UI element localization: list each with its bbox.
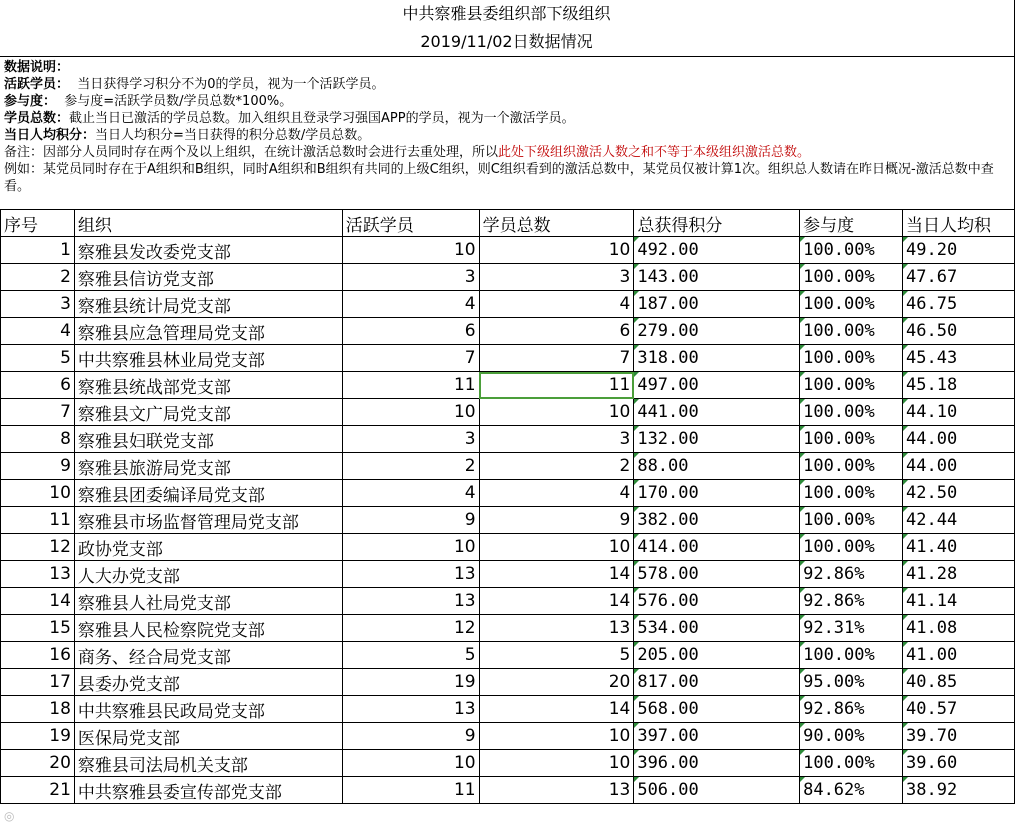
participation-cell[interactable]: 100.00% — [800, 264, 903, 291]
row-index-cell[interactable]: 12 — [1, 534, 75, 561]
participation-cell[interactable]: 100.00% — [800, 318, 903, 345]
points-cell[interactable]: 187.00 — [634, 291, 800, 318]
points-cell[interactable]: 497.00 — [634, 372, 800, 399]
points-cell[interactable]: 578.00 — [634, 561, 800, 588]
total-count-cell[interactable]: 10 — [479, 399, 634, 426]
note-example: 例如：某党员同时存在于A组织和B组织，同时A组织和B组织有共同的上级C组织，则C组织看到的激活总数中，某党员仅被计算1次。组织总人数请在昨日概况-激活总数中查看。 — [4, 162, 994, 194]
active-count-cell[interactable]: 3 — [342, 426, 479, 453]
table-row — [1, 426, 1015, 453]
active-count-cell[interactable]: 9 — [342, 723, 479, 750]
avg-points-cell[interactable]: 46.50 — [903, 318, 1015, 345]
org-name-cell[interactable]: 察雅县统战部党支部 — [74, 372, 342, 399]
org-name-cell[interactable]: 察雅县人民检察院党支部 — [74, 615, 342, 642]
active-count-cell[interactable]: 12 — [342, 615, 479, 642]
points-cell[interactable]: 143.00 — [634, 264, 800, 291]
avg-points-cell[interactable]: 41.14 — [903, 588, 1015, 615]
header-cell[interactable]: 当日人均积 — [903, 210, 1015, 237]
participation-cell[interactable]: 92.86% — [800, 588, 903, 615]
points-cell[interactable]: 817.00 — [634, 669, 800, 696]
points-cell[interactable]: 279.00 — [634, 318, 800, 345]
row-index-cell[interactable]: 7 — [1, 399, 75, 426]
points-cell[interactable]: 318.00 — [634, 345, 800, 372]
header-cell[interactable]: 组织 — [74, 210, 342, 237]
table-row — [1, 750, 1015, 777]
table-row — [1, 291, 1015, 318]
title-block — [0, 0, 1015, 56]
row-index-cell[interactable]: 9 — [1, 453, 75, 480]
org-name-cell[interactable]: 察雅县市场监督管理局党支部 — [74, 507, 342, 534]
avg-points-cell[interactable]: 41.00 — [903, 642, 1015, 669]
table-row — [1, 453, 1015, 480]
total-count-cell[interactable]: 10 — [479, 534, 634, 561]
active-count-cell[interactable]: 2 — [342, 453, 479, 480]
total-count-cell[interactable]: 7 — [479, 345, 634, 372]
sheet-title: 中共察雅县委组织部下级组织 — [402, 4, 611, 23]
note-remark-text: 备注：因部分人员同时存在两个及以上组织，在统计激活总数时会进行去重处理，所以 — [4, 145, 499, 160]
total-count-cell[interactable]: 10 — [479, 750, 634, 777]
table-row — [1, 777, 1015, 804]
row-index-cell[interactable]: 16 — [1, 642, 75, 669]
table-row — [1, 588, 1015, 615]
avg-points-cell[interactable]: 44.00 — [903, 453, 1015, 480]
points-cell[interactable]: 396.00 — [634, 750, 800, 777]
table-row — [1, 507, 1015, 534]
active-count-cell[interactable]: 11 — [342, 372, 479, 399]
participation-cell[interactable]: 92.86% — [800, 696, 903, 723]
points-cell[interactable]: 397.00 — [634, 723, 800, 750]
active-count-cell[interactable]: 13 — [342, 561, 479, 588]
avg-points-cell[interactable]: 41.28 — [903, 561, 1015, 588]
header-cell[interactable]: 参与度 — [800, 210, 903, 237]
row-index-cell[interactable]: 3 — [1, 291, 75, 318]
note-avg-label: 当日人均积分： — [4, 128, 96, 143]
row-index-cell[interactable]: 5 — [1, 345, 75, 372]
total-count-cell[interactable]: 10 — [479, 723, 634, 750]
org-name-cell[interactable]: 察雅县发改委党支部 — [74, 237, 342, 264]
table-row — [1, 534, 1015, 561]
avg-points-cell[interactable]: 42.50 — [903, 480, 1015, 507]
org-name-cell[interactable]: 商务、经合局党支部 — [74, 642, 342, 669]
participation-cell[interactable]: 90.00% — [800, 723, 903, 750]
active-count-cell[interactable]: 9 — [342, 507, 479, 534]
total-count-cell[interactable]: 2 — [479, 453, 634, 480]
participation-cell[interactable]: 95.00% — [800, 669, 903, 696]
note-total-text: 截止当日已激活的学员总数。加入组织且登录学习强国APP的学员，视为一个激活学员。 — [69, 111, 575, 126]
row-index-cell[interactable]: 15 — [1, 615, 75, 642]
row-index-cell[interactable]: 4 — [1, 318, 75, 345]
table-row — [1, 669, 1015, 696]
participation-cell[interactable]: 100.00% — [800, 480, 903, 507]
active-count-cell[interactable]: 13 — [342, 696, 479, 723]
avg-points-cell[interactable]: 46.75 — [903, 291, 1015, 318]
active-count-cell[interactable]: 4 — [342, 480, 479, 507]
points-cell[interactable]: 170.00 — [634, 480, 800, 507]
row-index-cell[interactable]: 14 — [1, 588, 75, 615]
points-cell[interactable]: 506.00 — [634, 777, 800, 804]
active-count-cell[interactable]: 7 — [342, 345, 479, 372]
note-participation — [4, 93, 1010, 110]
header-cell[interactable]: 学员总数 — [479, 210, 634, 237]
active-count-cell[interactable]: 3 — [342, 264, 479, 291]
org-name-cell[interactable]: 县委办党支部 — [74, 669, 342, 696]
table-row — [1, 318, 1015, 345]
total-count-cell[interactable]: 20 — [479, 669, 634, 696]
active-count-cell[interactable]: 19 — [342, 669, 479, 696]
total-count-cell[interactable]: 14 — [479, 561, 634, 588]
total-count-cell[interactable]: 13 — [479, 777, 634, 804]
points-cell[interactable]: 88.00 — [634, 453, 800, 480]
active-count-cell[interactable]: 11 — [342, 777, 479, 804]
total-count-cell[interactable]: 3 — [479, 426, 634, 453]
participation-cell[interactable]: 100.00% — [800, 399, 903, 426]
org-name-cell[interactable]: 医保局党支部 — [74, 723, 342, 750]
points-cell[interactable]: 534.00 — [634, 615, 800, 642]
participation-cell[interactable]: 84.62% — [800, 777, 903, 804]
avg-points-cell[interactable]: 39.70 — [903, 723, 1015, 750]
participation-cell[interactable]: 92.86% — [800, 561, 903, 588]
avg-points-cell[interactable]: 40.57 — [903, 696, 1015, 723]
header-cell[interactable]: 总获得积分 — [634, 210, 800, 237]
avg-points-cell[interactable]: 49.20 — [903, 237, 1015, 264]
note-remark — [4, 144, 1010, 161]
table-body — [1, 237, 1015, 804]
table-row — [1, 480, 1015, 507]
row-index-cell[interactable]: 20 — [1, 750, 75, 777]
row-index-cell[interactable]: 13 — [1, 561, 75, 588]
table-row — [1, 561, 1015, 588]
row-index-cell[interactable]: 10 — [1, 480, 75, 507]
table-row — [1, 264, 1015, 291]
org-name-cell[interactable]: 察雅县团委编译局党支部 — [74, 480, 342, 507]
points-cell[interactable]: 414.00 — [634, 534, 800, 561]
org-name-cell[interactable]: 人大办党支部 — [74, 561, 342, 588]
org-name-cell[interactable]: 察雅县妇联党支部 — [74, 426, 342, 453]
note-avg — [4, 127, 1010, 144]
table-row — [1, 642, 1015, 669]
note-total-label: 学员总数： — [4, 111, 70, 126]
table-row — [1, 372, 1015, 399]
total-count-cell[interactable]: 11 — [479, 372, 634, 399]
table-row — [1, 696, 1015, 723]
org-name-cell[interactable]: 中共察雅县民政局党支部 — [74, 696, 342, 723]
active-count-cell[interactable]: 5 — [342, 642, 479, 669]
org-name-cell[interactable]: 察雅县人社局党支部 — [74, 588, 342, 615]
participation-cell[interactable]: 100.00% — [800, 345, 903, 372]
participation-cell[interactable]: 100.00% — [800, 750, 903, 777]
org-name-cell[interactable]: 政协党支部 — [74, 534, 342, 561]
active-count-cell[interactable]: 13 — [342, 588, 479, 615]
points-cell[interactable]: 576.00 — [634, 588, 800, 615]
header-cell[interactable]: 活跃学员 — [342, 210, 479, 237]
note-active-label: 活跃学员： — [4, 77, 70, 92]
avg-points-cell[interactable]: 41.40 — [903, 534, 1015, 561]
watermark-logo: ◎ — [4, 809, 15, 823]
points-cell[interactable]: 492.00 — [634, 237, 800, 264]
avg-points-cell[interactable]: 44.10 — [903, 399, 1015, 426]
table-row — [1, 237, 1015, 264]
avg-points-cell[interactable]: 40.85 — [903, 669, 1015, 696]
table-row — [1, 615, 1015, 642]
header-row — [1, 210, 1015, 237]
total-count-cell[interactable]: 10 — [479, 237, 634, 264]
active-count-cell[interactable]: 10 — [342, 399, 479, 426]
total-count-cell[interactable]: 5 — [479, 642, 634, 669]
org-name-cell[interactable]: 察雅县文广局党支部 — [74, 399, 342, 426]
total-count-cell[interactable]: 3 — [479, 264, 634, 291]
avg-points-cell[interactable]: 42.44 — [903, 507, 1015, 534]
active-count-cell[interactable]: 10 — [342, 237, 479, 264]
header-cell[interactable]: 序号 — [1, 210, 75, 237]
active-count-cell[interactable]: 6 — [342, 318, 479, 345]
avg-points-cell[interactable]: 38.92 — [903, 777, 1015, 804]
total-count-cell[interactable]: 6 — [479, 318, 634, 345]
avg-points-cell[interactable]: 39.60 — [903, 750, 1015, 777]
total-count-cell[interactable]: 9 — [479, 507, 634, 534]
participation-cell[interactable]: 100.00% — [800, 291, 903, 318]
note-active-text: 当日获得学习积分不为0的学员，视为一个活跃学员。 — [77, 77, 385, 92]
org-name-cell[interactable]: 察雅县司法局机关支部 — [74, 750, 342, 777]
active-count-cell[interactable]: 4 — [342, 291, 479, 318]
org-name-cell[interactable]: 中共察雅县委宣传部党支部 — [74, 777, 342, 804]
table-row — [1, 399, 1015, 426]
total-count-cell[interactable]: 4 — [479, 480, 634, 507]
note-avg-text: 当日人均积分=当日获得的积分总数/学员总数。 — [95, 128, 371, 143]
total-count-cell[interactable]: 14 — [479, 588, 634, 615]
participation-cell[interactable]: 92.31% — [800, 615, 903, 642]
points-cell[interactable]: 441.00 — [634, 399, 800, 426]
participation-cell[interactable]: 100.00% — [800, 642, 903, 669]
points-cell[interactable]: 132.00 — [634, 426, 800, 453]
note-participation-text: 参与度=活跃学员数/学员总数*100%。 — [64, 94, 293, 109]
org-name-cell[interactable]: 中共察雅县林业局党支部 — [74, 345, 342, 372]
org-name-cell[interactable]: 察雅县应急管理局党支部 — [74, 318, 342, 345]
active-count-cell[interactable]: 10 — [342, 750, 479, 777]
participation-cell[interactable]: 100.00% — [800, 426, 903, 453]
participation-cell[interactable]: 100.00% — [800, 534, 903, 561]
participation-cell[interactable]: 100.00% — [800, 453, 903, 480]
total-count-cell[interactable]: 4 — [479, 291, 634, 318]
org-data-table — [0, 209, 1015, 804]
avg-points-cell[interactable]: 45.43 — [903, 345, 1015, 372]
participation-cell[interactable]: 100.00% — [800, 237, 903, 264]
table-row — [1, 723, 1015, 750]
total-count-cell[interactable]: 13 — [479, 615, 634, 642]
org-name-cell[interactable]: 察雅县信访党支部 — [74, 264, 342, 291]
notes-heading: 数据说明： — [4, 60, 70, 75]
participation-cell[interactable]: 100.00% — [800, 507, 903, 534]
note-participation-label: 参与度： — [4, 94, 57, 109]
row-index-cell[interactable]: 6 — [1, 372, 75, 399]
table-row — [1, 345, 1015, 372]
row-index-cell[interactable]: 1 — [1, 237, 75, 264]
row-index-cell[interactable]: 11 — [1, 507, 75, 534]
row-index-cell[interactable]: 19 — [1, 723, 75, 750]
org-name-cell[interactable]: 察雅县统计局党支部 — [74, 291, 342, 318]
org-name-cell[interactable]: 察雅县旅游局党支部 — [74, 453, 342, 480]
points-cell[interactable]: 205.00 — [634, 642, 800, 669]
avg-points-cell[interactable]: 47.67 — [903, 264, 1015, 291]
points-cell[interactable]: 568.00 — [634, 696, 800, 723]
note-active — [4, 76, 1010, 93]
row-index-cell[interactable]: 2 — [1, 264, 75, 291]
note-remark-highlight: 此处下级组织激活人数之和不等于本级组织激活总数。 — [498, 145, 811, 160]
avg-points-cell[interactable]: 44.00 — [903, 426, 1015, 453]
avg-points-cell[interactable]: 45.18 — [903, 372, 1015, 399]
points-cell[interactable]: 382.00 — [634, 507, 800, 534]
data-notes — [0, 56, 1015, 209]
row-index-cell[interactable]: 18 — [1, 696, 75, 723]
total-count-cell[interactable]: 14 — [479, 696, 634, 723]
participation-cell[interactable]: 100.00% — [800, 372, 903, 399]
row-index-cell[interactable]: 8 — [1, 426, 75, 453]
row-index-cell[interactable]: 17 — [1, 669, 75, 696]
row-index-cell[interactable]: 21 — [1, 777, 75, 804]
active-count-cell[interactable]: 10 — [342, 534, 479, 561]
avg-points-cell[interactable]: 41.08 — [903, 615, 1015, 642]
sheet-date: 2019/11/02日数据情况 — [420, 32, 593, 51]
note-total — [4, 110, 1010, 127]
